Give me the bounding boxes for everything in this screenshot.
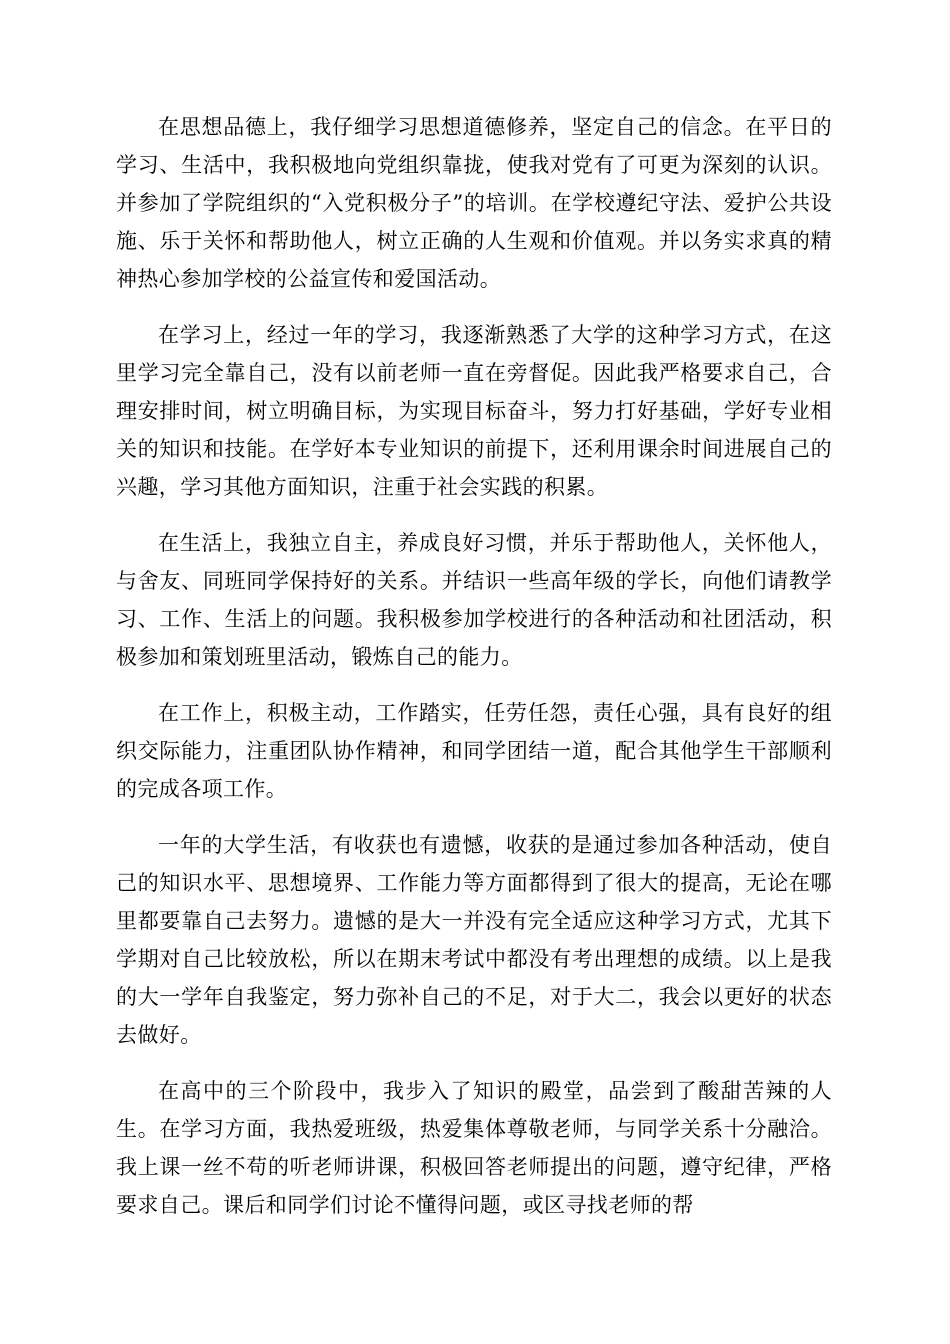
paragraph-study: 在学习上，经过一年的学习，我逐渐熟悉了大学的这种学习方式，在这里学习完全靠自己，没有以前老师一直在旁督促。因此我严格要求自己，合理安排时间，树立明确目标，为实现目标奋斗，努力打好基础，学好专业相关的知识和技能。在学好本专业知识的前提下，还利用课余时间进展自己的兴趣，学习其他方面知识，注重于社会实践的积累。 <box>116 323 832 499</box>
paragraph-high-school: 在高中的三个阶段中，我步入了知识的殿堂，品尝到了酸甜苦辣的人生。在学习方面，我热爱班级，热爱集体尊敬老师，与同学关系十分融洽。我上课一丝不苟的听老师讲课，积极回答老师提出的问题，遵守纪律，严格要求自己。课后和同学们讨论不懂得问题，或区寻找老师的帮 <box>116 1079 832 1217</box>
paragraph-summary: 一年的大学生活，有收获也有遗憾，收获的是通过参加各种活动，使自己的知识水平、思想境界、工作能力等方面都得到了很大的提高，无论在哪里都要靠自己去努力。遗憾的是大一并没有完全适应这种学习方式，尤其下学期对自己比较放松，所以在期末考试中都没有考出理想的成绩。以上是我的大一学年自我鉴定，努力弥补自己的不足，对于大二，我会以更好的状态去做好。 <box>116 833 832 1047</box>
document-body <box>116 108 832 1242</box>
paragraph-ideology: 在思想品德上，我仔细学习思想道德修养，坚定自己的信念。在平日的学习、生活中，我积极地向党组织靠拢，使我对党有了可更为深刻的认识。并参加了学院组织的“入党积极分子”的培训。在学校遵纪守法、爱护公共设施、乐于关怀和帮助他人，树立正确的人生观和价值观。并以务实求真的精神热心参加学校的公益宣传和爱国活动。 <box>116 115 832 291</box>
paragraph-work: 在工作上，积极主动，工作踏实，任劳任怨，责任心强，具有良好的组织交际能力，注重团队协作精神，和同学团结一道，配合其他学生干部顺利的完成各项工作。 <box>116 701 832 801</box>
paragraph-life: 在生活上，我独立自主，养成良好习惯，并乐于帮助他人，关怀他人，与舍友、同班同学保持好的关系。并结识一些高年级的学长，向他们请教学习、工作、生活上的问题。我积极参加学校进行的各种活动和社团活动，积极参加和策划班里活动，锻炼自己的能力。 <box>116 531 832 669</box>
